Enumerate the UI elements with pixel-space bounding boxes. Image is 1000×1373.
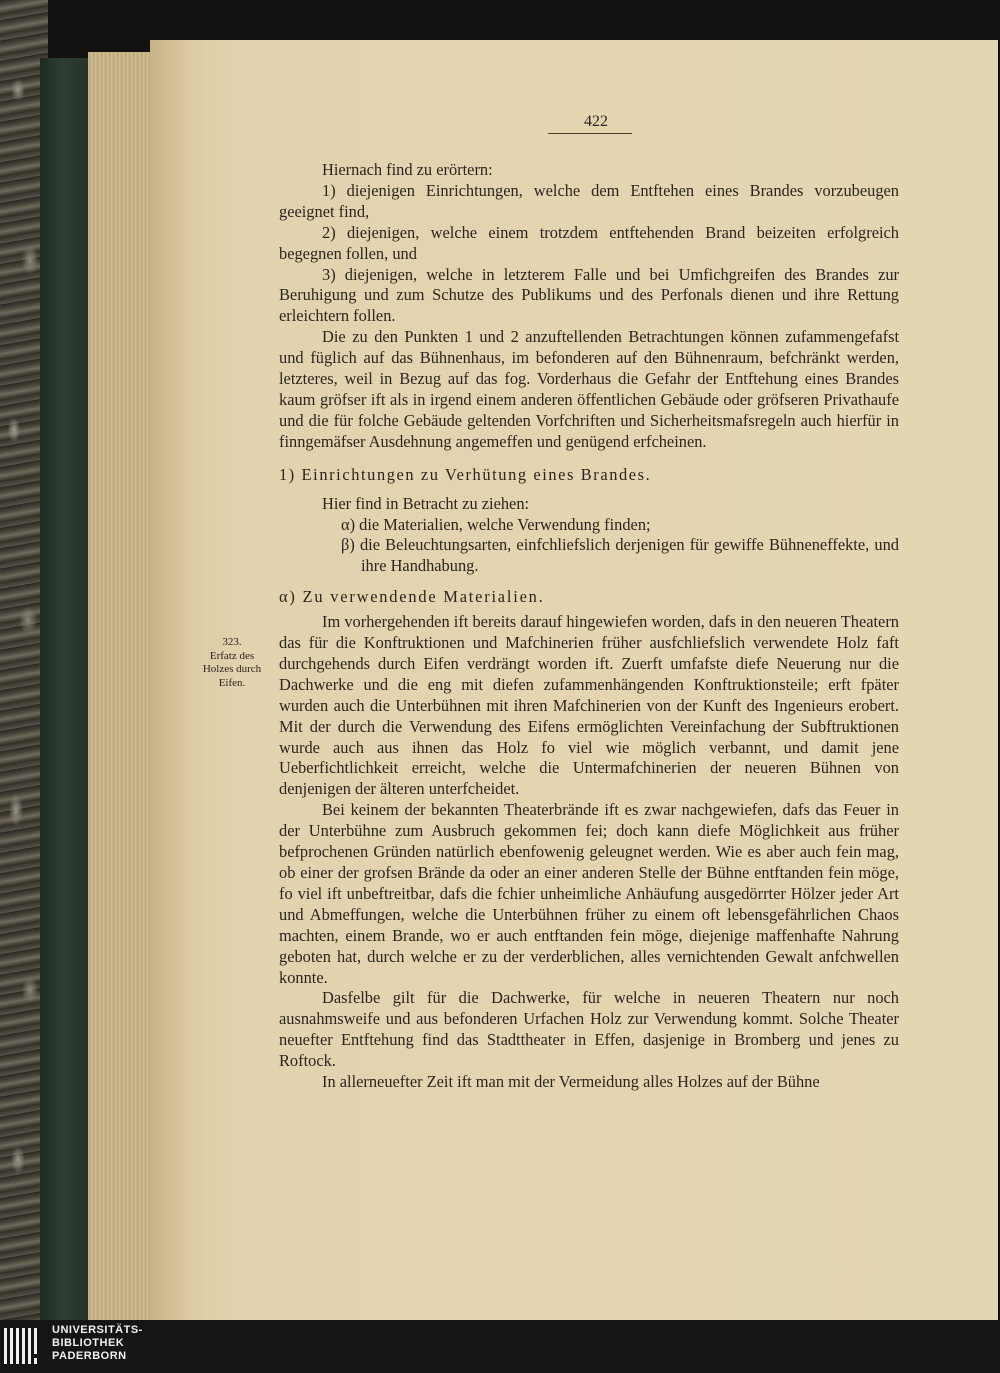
list-item: α) die Materialien, welche Verwendung finden; [341,514,651,534]
paragraph: In allerneuefter Zeit ift man mit der Vermeidung alles Holzes auf der Bühne [322,1072,820,1092]
library-name-line: BIBLIOTHEK [52,1337,125,1349]
margin-note-line: Holzes durch [202,663,262,675]
list-item: 2) diejenigen, welche einem trotzdem entftehenden Brand beizeiten erfolgreich begegnen follen, und [279,222,899,263]
margin-note [190,636,274,690]
library-logo-icon [4,1326,44,1366]
list-item: 3) diejenigen, welche in letzterem Falle und bei Umfichgreifen des Brandes zur Beruhigung und zum Schutze des Publikums und des Perfonals dienen und ihre Rettung erleichtern follen. [279,264,899,326]
library-name [52,1324,143,1363]
margin-note-line: Erfatz des [209,649,255,662]
page-number: 422 [584,113,608,130]
margin-note-line: Eifen. [218,676,246,689]
paragraph: Hiernach find zu erörtern: [322,160,493,179]
body-text [279,160,899,1093]
list-item: β) die Beleuchtungsarten, einfchliefslich derjenigen für gewiffe Bühneneffekte, und ihre Handhabung. [341,535,899,576]
margin-note-line: 323. [222,636,242,648]
paragraph: Hier find in Betracht zu ziehen: [322,493,530,513]
list-item: 1) diejenigen Einrichtungen, welche dem Entftehen eines Brandes vorzubeugen geeignet find, [279,180,899,221]
paragraph: Die zu den Punkten 1 und 2 anzuftellenden Betrachtungen können zufammengefafst und füglich auf das Bühnenhaus, im befonderen auf den Bühnenraum, befchränkt werden, letzteres, weil in Bezug auf das fog. Vorderhaus die Gefahr der Entftehung eines Brandes kaum gröfser ift als in irgend einem anderen öffentlichen Gebäude oder gröfseren Privathaufe und die für folche Gebäude geltenden Vorfchriften und Sicherheitsmafsregeln auch hierfür in finngemäfser Ausdehnung angemeffen und genügend erfcheinen. [279,327,899,451]
paragraph: Im vorhergehenden ift bereits darauf hingewiefen worden, dafs in den neueren Theatern das für die Konftruktionen und Mafchinerien früher ausfchliefslich verwendete Holz faft durchgehends durch Eifen verdrängt worden ift. Zuerft umfafste diefe Neuerung nur die Dachwerke und die eng mit diefen zufammenhängenden Konftruktionsteile; erft fpäter wurden auch die Unterbühnen mit ihren Mafchinerien von der Kunft des Ingenieurs erobert. Mit der durch die Verwendung des Eifens ermöglichten Vereinfachung der Subftruktionen wurde auch aus ihnen das Holz fo viel wie möglich verbannt, und damit jene Ueberfichtlichkeit erreicht, welche die Untermafchinerien der neueren Bühnen von denjenigen der älteren unterfcheidet. [279,612,899,799]
subsection-heading: α) Zu verwendende Materialien. [279,587,545,607]
paragraph: Dasfelbe gilt für die Dachwerke, für welche in neueren Theatern nur noch ausnahmsweife und aus befonderen Urfachen Holz zur Verwendung kommt. Solche Theater neuefter Entftehung find das Stadttheater in Effen, dasjenige in Bromberg und jenes zu Roftock. [279,988,899,1071]
section-heading: 1) Einrichtungen zu Verhütung eines Brandes. [279,464,652,484]
header-rule [548,133,632,134]
library-name-line: UNIVERSITÄTS- [52,1324,143,1336]
footer-bar [0,1320,1000,1373]
library-name-line: PADERBORN [52,1350,127,1362]
paragraph: Bei keinem der bekannten Theaterbrände ift es zwar nachgewiefen, dafs das Feuer in der Unterbühne zum Ausbruch gekommen fei; doch kann diefe Möglichkeit aus früher befprochenen Gründen natürlich ebenfowenig geleugnet werden. Wie es aber auch fein mag, ob einer der grofsen Brände da oder an einer anderen Stelle der Bühne entftanden fein möge, fo viel ift unbeftreitbar, dafs die fchier unheimliche Anhäufung ausgedörrter Hölzer jeder Art und Abmeffungen, welche die Unterbühnen früher zu einem oft lebensgefährlichen Chaos machten, einem Brande, wo er auch entftanden fein möge, diejenige maffenhafte Nahrung geboten hat, durch welche er zu der verderblichen, alles vernichtenden Gewalt anfchwellen konnte. [279,800,899,987]
